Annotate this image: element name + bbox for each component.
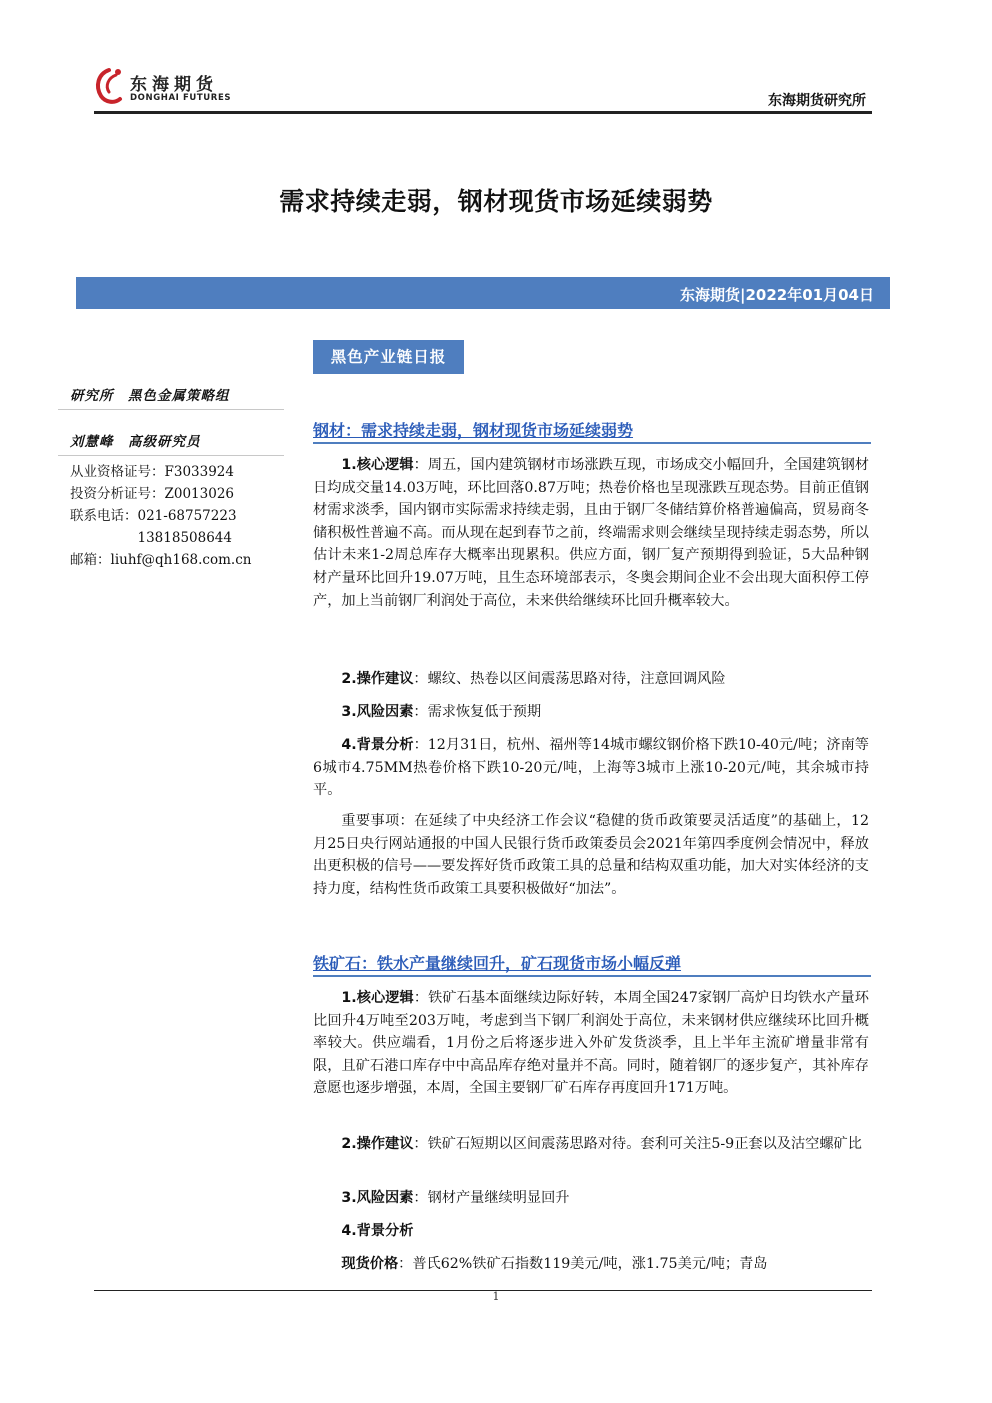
sidebar-phone: 联系电话：021-68757223 bbox=[70, 508, 237, 524]
para-label: 1.核心逻辑 bbox=[341, 457, 414, 473]
header-divider bbox=[94, 111, 872, 114]
para-text: ：螺纹、热卷以区间震荡思路对待，注意回调风险 bbox=[413, 671, 726, 687]
sidebar-qualification: 从业资格证号：F3033924 bbox=[70, 464, 234, 480]
page-number: 1 bbox=[492, 1290, 500, 1303]
para-label: 4.背景分析 bbox=[341, 1223, 414, 1239]
para-text: ：12月31日，杭州、福州等14城市螺纹钢价格下跌10-40元/吨；济南等6城市4.75MM热卷价格下跌10-20元/吨，上海等3城市上涨10-20元/吨，其余城市持平。 bbox=[313, 737, 869, 799]
date-bar-text: 东海期货|2022年01月04日 bbox=[680, 286, 874, 304]
document-title: 需求持续走弱，钢材现货市场延续弱势 bbox=[279, 187, 713, 216]
section-divider bbox=[313, 442, 871, 444]
sidebar-analyst: 刘慧峰 高级研究员 bbox=[70, 434, 201, 450]
para-label: 1.核心逻辑 bbox=[341, 990, 414, 1006]
org-header: 东海期货研究所 bbox=[768, 93, 866, 109]
steel-risk-factors bbox=[313, 701, 869, 724]
steel-background bbox=[313, 734, 869, 802]
sidebar-mobile: 13818508644 bbox=[70, 530, 232, 546]
section-title-iron-ore: 铁矿石：铁水产量继续回升，矿石现货市场小幅反弹 bbox=[313, 954, 682, 973]
logo-emblem-icon bbox=[92, 66, 126, 108]
ore-background bbox=[313, 1220, 869, 1243]
sidebar-divider bbox=[58, 455, 284, 456]
report-tag: 黑色产业链日报 bbox=[313, 340, 464, 374]
section-title-steel: 钢材：需求持续走弱，钢材现货市场延续弱势 bbox=[313, 421, 634, 440]
ore-risk-factors bbox=[313, 1187, 869, 1210]
para-text: ：钢材产量继续明显回升 bbox=[413, 1190, 570, 1206]
steel-operation-advice bbox=[313, 668, 869, 691]
para-label: 现货价格 bbox=[341, 1256, 399, 1272]
sidebar-invest-cert: 投资分析证号：Z0013026 bbox=[70, 486, 235, 502]
para-text: ：周五，国内建筑钢材市场涨跌互现，市场成交小幅回升，全国建筑钢材日均成交量14.03万吨，环比回落0.87万吨；热卷价格也呈现涨跌互现态势。目前正值钢材需求淡季，国内钢市实际需求持续走弱，且由于钢厂冬储结算价格普遍偏高，贸易商冬储积极性普遍不高。而从现在起到春节之前，终端需求则会继续呈现持续走弱态势，所以估计未来1-2周总库存大概率出现累积。供应方面，钢厂复产预期得到验证，5大品种钢材产量环比回升19.07万吨，且生态环境部表示，冬奥会期间企业不会出现大面积停工停产，加上当前钢厂利润处于高位，未来供给继续环比回升概率较大。 bbox=[313, 457, 869, 609]
para-text: ：普氏62%铁矿石指数119美元/吨，涨1.75美元/吨；青岛 bbox=[398, 1256, 768, 1272]
para-text: 重要事项：在延续了中央经济工作会议“稳健的货币政策要灵活适度”的基础上，12月25日央行网站通报的中国人民银行货币政策委员会2021年第四季度例会情况中，释放出更积极的信号——要发挥好货币政策工具的总量和结构双重功能，加大对实体经济的支持力度，结构性货币政策工具要积极做好“加法”。 bbox=[313, 813, 869, 897]
ore-spot-price bbox=[313, 1253, 869, 1276]
sidebar-divider bbox=[58, 409, 284, 410]
steel-core-logic bbox=[313, 454, 869, 612]
para-label: 3.风险因素 bbox=[341, 1190, 414, 1206]
company-logo bbox=[92, 66, 232, 110]
para-label: 3.风险因素 bbox=[341, 704, 414, 720]
logo-text-en: DONGHAI FUTURES bbox=[130, 93, 232, 103]
ore-operation-advice bbox=[313, 1133, 869, 1156]
section-divider bbox=[313, 975, 871, 977]
para-label: 2.操作建议 bbox=[341, 671, 414, 687]
date-bar bbox=[76, 277, 890, 309]
sidebar-email: 邮箱：liuhf@qh168.com.cn bbox=[70, 552, 252, 568]
logo-text-cn: 东海期货 bbox=[130, 75, 218, 95]
para-text: ：需求恢复低于预期 bbox=[413, 704, 542, 720]
para-label: 4.背景分析 bbox=[341, 737, 414, 753]
ore-core-logic bbox=[313, 987, 869, 1100]
sidebar-dept: 研究所 黑色金属策略组 bbox=[70, 388, 230, 404]
para-text: ：铁矿石基本面继续边际好转，本周全国247家钢厂高炉日均铁水产量环比回升4万吨至203万吨，考虑到当下钢厂利润处于高位，未来钢材供应继续环比回升概率较大。供应端看，1月份之后将逐步进入外矿发货淡季，且上半年主流矿增量非常有限，且矿石港口库存中中高品库存绝对量并不高。同时，随着钢厂的逐步复产，其补库存意愿也逐步增强，本周，全国主要钢厂矿石库存再度回升171万吨。 bbox=[313, 990, 869, 1097]
para-text: ：铁矿石短期以区间震荡思路对待。套利可关注5-9正套以及沽空螺矿比 bbox=[413, 1136, 862, 1152]
para-label: 2.操作建议 bbox=[341, 1136, 414, 1152]
steel-key-events bbox=[313, 810, 869, 900]
